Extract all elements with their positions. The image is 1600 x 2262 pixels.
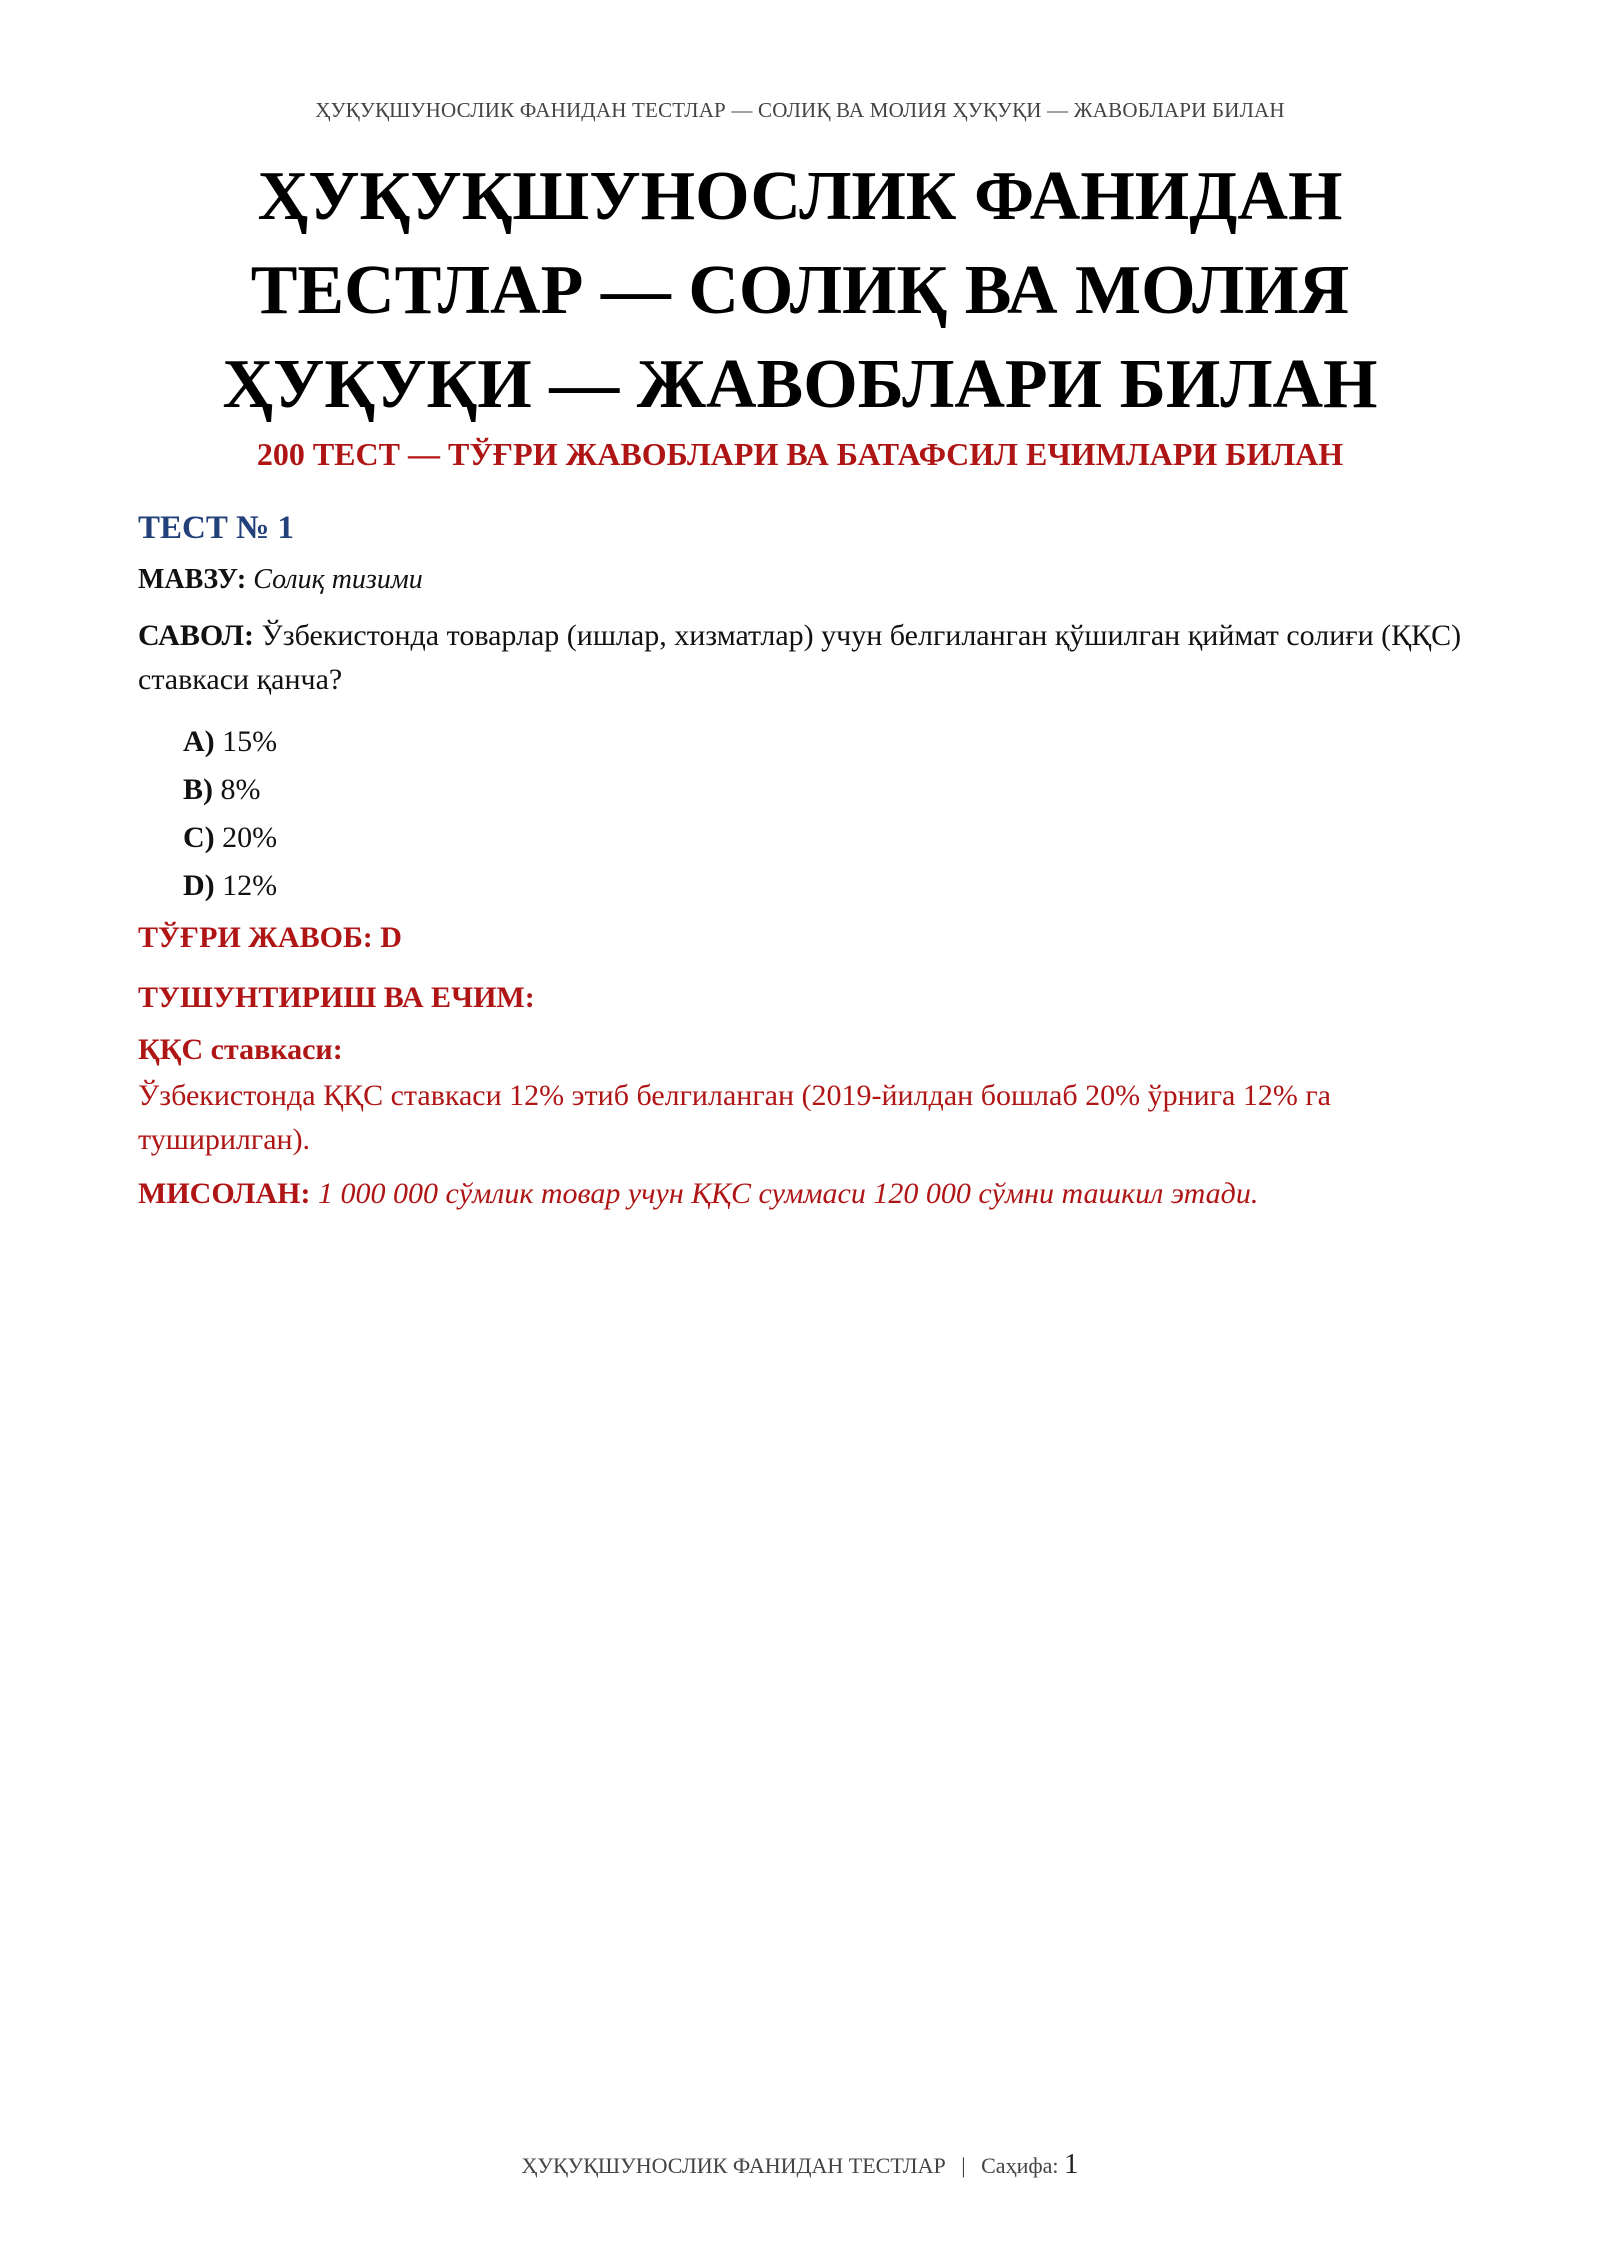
explanation-text: Ўзбекистонда ҚҚС ставкаси 12% этиб белгиланган (2019-йилдан бошлаб 20% ўрнига 12% га туширилган).	[138, 1079, 1331, 1156]
answer-option-d	[183, 862, 1463, 910]
answer-options-list	[138, 718, 1463, 910]
option-text: 15%	[222, 725, 278, 758]
title-line-3: ҲУҚУҚИ — ЖАВОБЛАРИ БИЛАН	[222, 346, 1378, 423]
option-letter: B)	[183, 773, 213, 806]
footer-title: ҲУҚУҚШУНОСЛИК ФАНИДАН ТЕСТЛАР	[521, 2153, 946, 2178]
option-text: 20%	[222, 821, 278, 854]
test-number-heading: ТЕСТ № 1	[138, 510, 295, 546]
vat-rate-heading: ҚҚС ставкаси:	[138, 1033, 343, 1066]
topic-label: МАВЗУ:	[138, 564, 247, 595]
topic-value: Солиқ тизими	[253, 564, 423, 595]
option-letter: C)	[183, 821, 215, 854]
example-label: МИСОЛАН:	[138, 1177, 311, 1210]
question-label: САВОЛ:	[138, 619, 255, 652]
topic-line	[138, 562, 1463, 598]
question-paragraph	[138, 614, 1463, 702]
footer-separator: |	[961, 2153, 966, 2178]
page-number: 1	[1063, 2148, 1079, 2180]
page-footer	[0, 2148, 1600, 2181]
option-text: 12%	[222, 869, 278, 902]
answer-option-a	[183, 718, 1463, 766]
example-text: 1 000 000 сўмлик товар учун ҚҚС суммаси 120 000 сўмни ташкил этади.	[318, 1177, 1259, 1210]
option-letter: D)	[183, 869, 215, 902]
option-text: 8%	[220, 773, 261, 806]
title-line-2: ТЕСТЛАР — СОЛИҚ ВА МОЛИЯ	[250, 252, 1350, 329]
example-paragraph	[138, 1172, 1463, 1216]
answer-option-b	[183, 766, 1463, 814]
option-letter: A)	[183, 725, 215, 758]
explanation-heading: ТУШУНТИРИШ ВА ЕЧИМ:	[138, 981, 535, 1014]
answer-option-c	[183, 814, 1463, 862]
title-line-1: ҲУҚУҚШУНОСЛИК ФАНИДАН	[257, 158, 1343, 235]
document-subtitle: 200 ТЕСТ — ТЎҒРИ ЖАВОБЛАРИ ВА БАТАФСИЛ ЕЧИМЛАРИ БИЛАН	[256, 436, 1344, 472]
test-block	[138, 508, 1463, 1216]
running-header: ҲУҚУҚШУНОСЛИК ФАНИДАН ТЕСТЛАР — СОЛИҚ ВА МОЛИЯ ҲУҚУҚИ — ЖАВОБЛАРИ БИЛАН	[315, 98, 1285, 122]
footer-page-label: Саҳифа:	[981, 2153, 1059, 2178]
question-text: Ўзбекистонда товарлар (ишлар, хизматлар) учун белгиланган қўшилган қиймат солиғи (ҚҚС) ставкаси қанча?	[138, 619, 1462, 696]
document-title	[140, 150, 1460, 432]
correct-answer: ТЎҒРИ ЖАВОБ: D	[138, 921, 402, 954]
